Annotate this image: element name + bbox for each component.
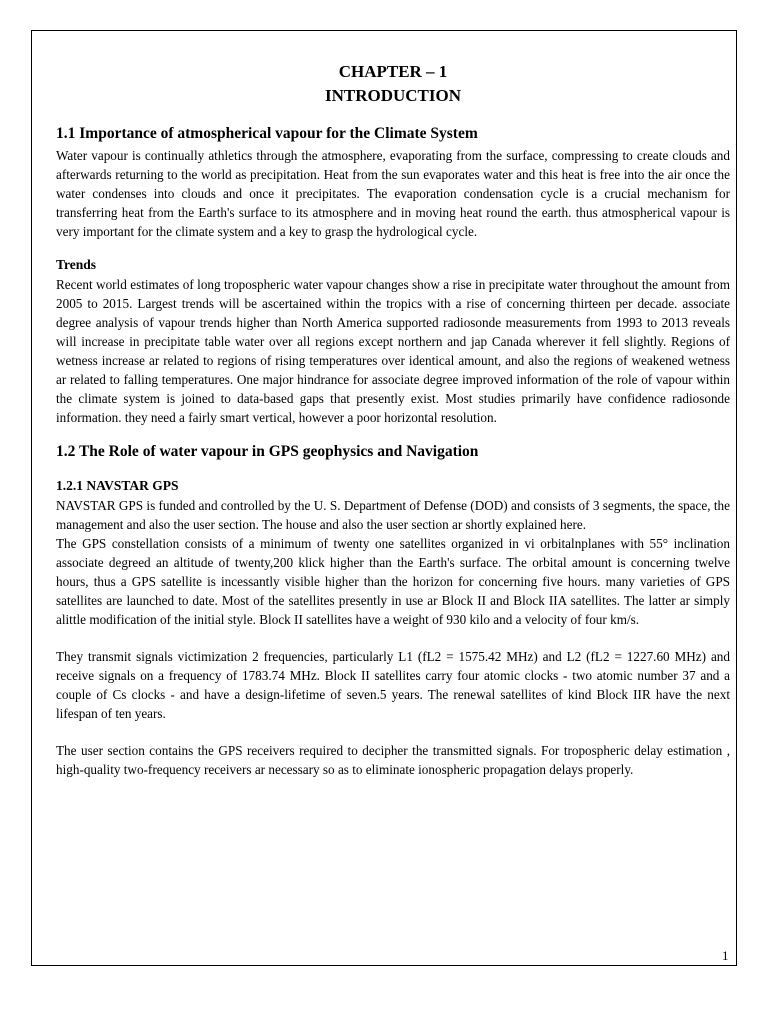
- section-1-2-1-heading: 1.2.1 NAVSTAR GPS: [56, 478, 179, 493]
- document-body: [56, 60, 730, 779]
- navstar-paragraph-3: They transmit signals victimization 2 frequencies, particularly L1 (fL2 = 1575.42 MHz) and L2 (fL2 = 1227.60 MHz) and receive signals on a frequency of 1783.74 MHz. Block II satellites carry four atomic clocks - two atomic number 37 and a couple of Cs clocks - and have a design-lifetime of seven.5 years. The renewal satellites of kind Block IIR have the next lifespan of ten years.: [56, 649, 730, 721]
- chapter-title: INTRODUCTION: [324, 86, 462, 105]
- chapter-number: CHAPTER – 1: [338, 62, 448, 81]
- section-1-1-paragraph: Water vapour is continually athletics through the atmosphere, evaporating from the surface, compressing to create clouds and afterwards returning to the world as precipitation. Heat from the sun evaporates water and this heat is free into the air once the water condenses into clouds and once it precipitates. The evaporation condensation cycle is a crucial mechanism for transferring heat from the Earth's surface to its atmosphere and in moving heat round the earth. thus atmospherical vapour is very important for the climate system and a key to grasp the hydrological cycle.: [56, 148, 730, 239]
- section-1-2-heading: 1.2 The Role of water vapour in GPS geophysics and Navigation: [56, 443, 479, 460]
- navstar-paragraph-4: The user section contains the GPS receivers required to decipher the transmitted signals. For tropospheric delay estimation , high-quality two-frequency receivers ar necessary so as to eliminate ionospheric propagation delays properly.: [56, 743, 730, 777]
- page-number: 1: [722, 948, 729, 963]
- navstar-paragraph-1: NAVSTAR GPS is funded and controlled by the U. S. Department of Defense (DOD) and consists of 3 segments, the space, the management and also the user section. The house and also the user section ar shortly explained here.: [56, 498, 730, 532]
- trends-heading: Trends: [56, 257, 97, 272]
- navstar-paragraph-2: The GPS constellation consists of a minimum of twenty one satellites organized in vi orbitalnplanes with 55° inclination associate degreed an altitude of twenty,200 klick higher than the Earth's surface. The orbital amount is concerning twelve hours, thus a GPS satellite is incessantly visible higher than the horizon for concerning five hours. many varieties of GPS satellites are launched to date. Most of the satellites presently in use ar Block II and Block IIA satellites. The latter ar simply alittle modification of the initial style. Block II satellites have a weight of 930 kilo and a velocity of four km/s.: [56, 536, 730, 627]
- section-1-1-heading: 1.1 Importance of atmospherical vapour for the Climate System: [56, 125, 478, 142]
- trends-paragraph: Recent world estimates of long tropospheric water vapour changes show a rise in precipitate water throughout the amount from 2005 to 2015. Largest trends will be ascertained within the tropics with a rise of concerning thirteen per decade. associate degree analysis of vapour trends higher than North America supported radiosonde measurements from 1993 to 2013 reveals will increase in precipitate table water over all regions except northern and jap Canada wherever it fell slightly. Regions of wetness increase ar related to regions of rising temperatures over identical amount, and also the regions of weakened wetness ar related to falling temperatures. One major hindrance for associate degree improved information of the role of vapour within the climate system is joined to data-based gaps that presently exist. Most studies primarily have confidence radiosonde information. they need a fairly smart vertical, however a poor horizontal resolution.: [56, 277, 730, 425]
